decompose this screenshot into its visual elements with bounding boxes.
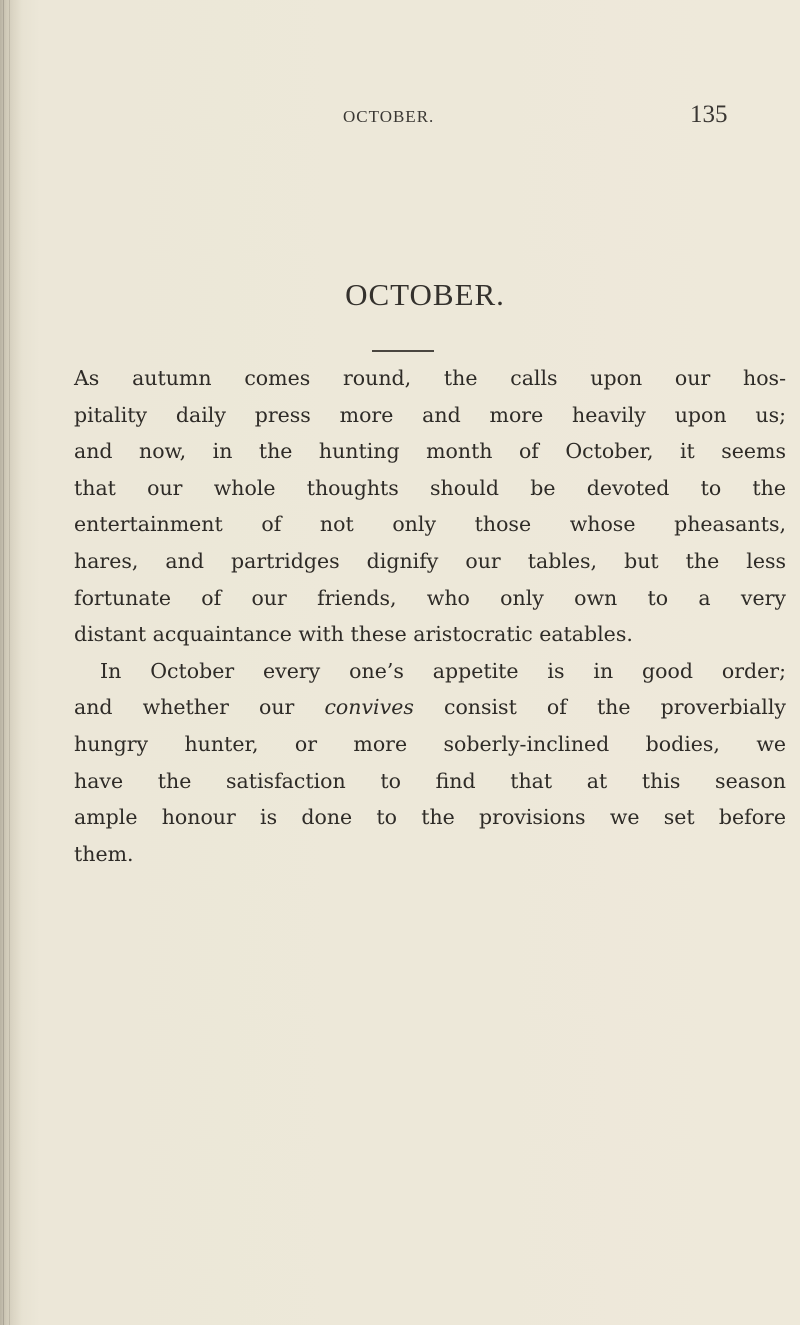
text-line: hares, and partridges dignify our tables, but the less: [74, 548, 786, 573]
title-rule: [372, 350, 434, 352]
binding-line: [3, 0, 4, 1325]
text-line: As autumn comes round, the calls upon our hos-: [74, 366, 786, 390]
text-segment: consist of the proverbially: [413, 695, 786, 720]
text-line: In October every one’s appetite is in good order;: [100, 658, 786, 683]
running-head: OCTOBER.: [343, 107, 435, 126]
text-line: distant acquaintance with these aristocratic eatables.: [74, 622, 633, 647]
text-line: and now, in the hunting month of October, it seems: [74, 439, 786, 464]
text-line: that our whole thoughts should be devoted to the: [74, 475, 786, 500]
chapter-title: OCTOBER.: [345, 277, 505, 312]
paragraph-2: [74, 653, 786, 873]
text-line: [74, 689, 786, 726]
text-line: hungry hunter, or more soberly-inclined bodies, we: [74, 731, 786, 756]
italic-word: convives: [324, 695, 414, 720]
text-line: them.: [74, 841, 134, 866]
body-text: [74, 360, 786, 872]
text-line: have the satisfaction to find that at this season: [74, 768, 786, 793]
text-segment: and whether our: [74, 695, 325, 720]
text-line: ample honour is done to the provisions we set before: [74, 805, 786, 830]
text-line: entertainment of not only those whose pheasants,: [74, 512, 786, 537]
paragraph-1: [74, 360, 786, 653]
binding-line: [9, 0, 10, 1325]
page-number: 135: [690, 101, 728, 128]
text-line: fortunate of our friends, who only own to a very: [74, 585, 786, 610]
text-line: pitality daily press more and more heavily upon us;: [74, 402, 786, 427]
